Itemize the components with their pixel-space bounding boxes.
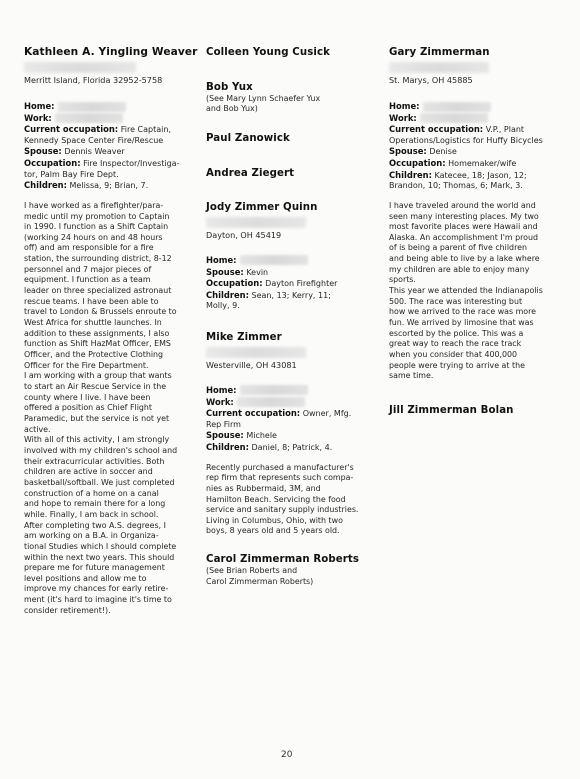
spouse-value: Michele bbox=[246, 431, 277, 441]
bio-line: sports. bbox=[389, 275, 416, 285]
current-occupation-value: V.P., Plant bbox=[485, 125, 525, 135]
cross-reference: (See Mary Lynn Schaefer Yux bbox=[206, 94, 321, 103]
bio-line: Paramedic, but the service is not yet bbox=[24, 413, 170, 423]
occupation-cont: tor, Palm Bay Fire Dept. bbox=[24, 169, 119, 179]
bio-line: and hope to remain there for a long bbox=[24, 499, 166, 509]
children-value: Katecee, 18; Jason, 12; bbox=[434, 170, 527, 180]
bio-line: children are active in soccer and bbox=[24, 467, 153, 477]
work-label: Work: bbox=[24, 112, 52, 123]
bio-line: station, the surrounding district, 8-12 bbox=[24, 254, 172, 264]
children-field bbox=[389, 170, 557, 182]
children-value: Daniel, 8; Patrick, 4. bbox=[251, 442, 333, 452]
occupation-label: Occupation: bbox=[389, 158, 446, 169]
bio-line: my children are able to enjoy many bbox=[389, 264, 530, 274]
current-occupation-label: Current occupation: bbox=[24, 124, 119, 135]
bio-line: and being able to live by a lake where bbox=[389, 254, 540, 264]
bio-line: how we arrived to the race was more bbox=[389, 307, 537, 317]
page-number: 20 bbox=[281, 750, 293, 760]
column-1 bbox=[24, 46, 202, 616]
current-occupation-field bbox=[24, 124, 202, 136]
bio-line: escorted by the police. This was a bbox=[389, 328, 524, 338]
redacted-home-phone bbox=[58, 102, 126, 112]
current-occupation-value: Fire Captain, bbox=[120, 125, 171, 135]
cross-reference: and Bob Yux) bbox=[206, 104, 258, 114]
children-field bbox=[206, 442, 372, 454]
bio-line: 500. The race was interesting but bbox=[389, 296, 523, 306]
spouse-label: Spouse: bbox=[24, 146, 62, 157]
bio-line: Recently purchased a manufacturer's bbox=[206, 462, 354, 472]
work-label: Work: bbox=[206, 396, 234, 407]
bio-line: Living in Columbus, Ohio, with two bbox=[206, 515, 343, 525]
current-occupation-cont: Operations/Logistics for Huffy Bicycles bbox=[389, 135, 543, 145]
bio-line: Officer for the Fire Department. bbox=[24, 360, 149, 370]
current-occupation-field bbox=[389, 124, 557, 136]
bio-line: ment (it's hard to imagine it's time to bbox=[24, 595, 172, 605]
bio-line: prepare me for future management bbox=[24, 563, 165, 573]
bio-line: while. Finally, I am back in school. bbox=[24, 509, 159, 519]
occupation-field bbox=[24, 158, 202, 170]
bio-line: addition to these assignments, I also bbox=[24, 328, 170, 338]
redacted-work-phone bbox=[420, 113, 488, 123]
bio-line: medic until my promotion to Captain bbox=[24, 211, 170, 221]
entry-name: Jody Zimmer Quinn bbox=[206, 201, 318, 213]
bio-line: rep firm that represents such compa- bbox=[206, 473, 354, 483]
bio-line: involved with my children's school and bbox=[24, 445, 178, 455]
bio-line: With all of this activity, I am strongly bbox=[24, 435, 170, 445]
bio-line: offered a position as Chief Flight bbox=[24, 403, 152, 413]
work-label: Work: bbox=[389, 112, 417, 123]
work-phone-field bbox=[24, 113, 202, 125]
bio-line: fun. We arrived by limosine that was bbox=[389, 318, 534, 328]
spouse-value: Kevin bbox=[246, 267, 269, 277]
entry-name: Bob Yux bbox=[206, 82, 253, 93]
entry-name: Kathleen A. Yingling Weaver bbox=[24, 46, 198, 58]
spouse-label: Spouse: bbox=[206, 430, 244, 441]
children-value: Melissa, 9; Brian, 7. bbox=[69, 181, 149, 191]
occupation-value: Homemaker/wife bbox=[448, 159, 517, 169]
bio-line: seen many interesting places. My two bbox=[389, 211, 539, 221]
current-occupation-cont: Rep Firm bbox=[206, 419, 241, 429]
bio-line: their extracurricular activities. Both bbox=[24, 456, 165, 466]
bio-line: construction of a home on a canal bbox=[24, 488, 159, 498]
bio-line: am working on a B.A. in Organiza- bbox=[24, 531, 159, 541]
cross-reference: (See Brian Roberts and bbox=[206, 566, 298, 576]
children-field bbox=[24, 180, 202, 192]
spouse-label: Spouse: bbox=[389, 146, 427, 157]
biography bbox=[206, 463, 372, 538]
occupation-value: Dayton Firefighter bbox=[265, 279, 338, 289]
redacted-street-address bbox=[24, 62, 136, 73]
redacted-home-phone bbox=[240, 255, 308, 265]
redacted-home-phone bbox=[423, 102, 491, 112]
bio-line: tional Studies which I should complete bbox=[24, 541, 177, 551]
entry-name: Colleen Young Cusick bbox=[206, 47, 330, 58]
home-label: Home: bbox=[206, 384, 237, 395]
column-3 bbox=[389, 46, 557, 417]
bio-line: county where I live. I have been bbox=[24, 392, 151, 402]
home-phone-field bbox=[206, 255, 372, 267]
bio-line: improve my chances for early retire- bbox=[24, 584, 169, 594]
bio-line: within the next two years. This should bbox=[24, 552, 175, 562]
bio-line: people were trying to arrive at the bbox=[389, 360, 525, 370]
redacted-work-phone bbox=[55, 113, 123, 123]
bio-line: This year we attended the Indianapolis bbox=[389, 286, 543, 296]
home-label: Home: bbox=[24, 101, 55, 112]
work-phone-field bbox=[206, 397, 372, 409]
home-phone-field bbox=[24, 101, 202, 113]
children-label: Children: bbox=[389, 169, 432, 180]
bio-line: I am working with a group that wants bbox=[24, 371, 172, 381]
redacted-home-phone bbox=[240, 385, 308, 395]
entry-address: Merritt Island, Florida 32952-5758 bbox=[24, 75, 163, 85]
home-label: Home: bbox=[206, 254, 237, 265]
spouse-field bbox=[206, 430, 372, 442]
occupation-label: Occupation: bbox=[206, 278, 263, 289]
bio-line: to start an Air Rescue Service in the bbox=[24, 382, 167, 391]
bio-line: Alaska. An accomplishment I'm proud bbox=[389, 232, 539, 242]
children-field bbox=[206, 290, 372, 302]
biography bbox=[389, 201, 557, 382]
children-cont: Molly, 9. bbox=[206, 301, 240, 311]
current-occupation-label: Current occupation: bbox=[389, 124, 484, 135]
redacted-street-address bbox=[389, 62, 489, 73]
bio-line: function as Shift HazMat Officer, EMS bbox=[24, 339, 171, 349]
home-phone-field bbox=[389, 101, 557, 113]
bio-line: active. bbox=[24, 424, 51, 434]
children-value: Sean, 13; Kerry, 11; bbox=[251, 290, 331, 300]
spouse-label: Spouse: bbox=[206, 266, 244, 277]
bio-line: West Africa for shuttle launches. In bbox=[24, 318, 162, 328]
entry-name: Carol Zimmerman Roberts bbox=[206, 554, 360, 566]
bio-line: personnel and 7 major pieces of bbox=[24, 264, 152, 274]
bio-line: in 1990. I function as a Shift Captain bbox=[24, 222, 169, 232]
current-occupation-field bbox=[206, 408, 372, 420]
bio-line: Officer, and the Protective Clothing bbox=[24, 350, 164, 360]
bio-line: nies as Rubbermaid, 3M, and bbox=[206, 483, 321, 493]
bio-line: travel to London & Brussels enroute to bbox=[24, 307, 177, 317]
cross-reference: Carol Zimmerman Roberts) bbox=[206, 576, 314, 586]
entry-address: Westerville, OH 43081 bbox=[206, 359, 297, 370]
entry-name: Andrea Ziegert bbox=[206, 167, 295, 179]
occupation-value: Fire Inspector/Investiga- bbox=[83, 159, 180, 169]
current-occupation-cont: Kennedy Space Center Fire/Rescue bbox=[24, 135, 164, 145]
bio-line: same time. bbox=[389, 371, 434, 381]
bio-line: great way to reach the race track bbox=[389, 339, 522, 349]
occupation-field bbox=[389, 158, 557, 170]
bio-line: off) and am responsible for a fire bbox=[24, 243, 154, 253]
bio-line: After completing two A.S. degrees, I bbox=[24, 520, 166, 530]
home-label: Home: bbox=[389, 101, 420, 112]
bio-line: Hamilton Beach. Servicing the food bbox=[206, 494, 346, 504]
bio-line: of is being a parent of five children bbox=[389, 243, 527, 253]
bio-line: I have worked as a firefighter/para- bbox=[24, 200, 164, 210]
entry-name: Jill Zimmerman Bolan bbox=[389, 405, 514, 416]
redacted-street-address bbox=[206, 217, 306, 228]
spouse-field bbox=[206, 267, 372, 279]
bio-line: most favorite places were Hawaii and bbox=[389, 222, 538, 232]
bio-line: I have traveled around the world and bbox=[389, 200, 536, 210]
spouse-value: Denise bbox=[429, 147, 457, 157]
bio-line: leader on three specialized astronaut bbox=[24, 286, 172, 296]
bio-line: service and sanitary supply industries. bbox=[206, 505, 359, 515]
column-2 bbox=[206, 46, 372, 587]
bio-line: rescue teams. I have been able to bbox=[24, 296, 159, 306]
children-cont: Brandon, 10; Thomas, 6; Mark, 3. bbox=[389, 181, 523, 191]
bio-line: equipment. I function as a team bbox=[24, 275, 151, 285]
biography bbox=[24, 201, 202, 617]
bio-line: consider retirement!). bbox=[24, 605, 111, 615]
redacted-work-phone bbox=[237, 397, 305, 407]
work-phone-field bbox=[389, 113, 557, 125]
bio-line: boys, 8 years old and 5 years old. bbox=[206, 526, 340, 536]
spouse-field bbox=[24, 146, 202, 158]
spouse-field bbox=[389, 146, 557, 158]
entry-address: St. Marys, OH 45885 bbox=[389, 75, 473, 85]
redacted-street-address bbox=[206, 347, 306, 358]
bio-line: basketball/softball. We just completed bbox=[24, 477, 175, 487]
children-label: Children: bbox=[206, 441, 249, 452]
bio-line: level positions and allow me to bbox=[24, 573, 147, 583]
entry-address: Dayton, OH 45419 bbox=[206, 229, 282, 240]
bio-line: (working 24 hours on and 48 hours bbox=[24, 232, 163, 242]
entry-name: Gary Zimmerman bbox=[389, 47, 490, 58]
entry-name: Mike Zimmer bbox=[206, 331, 282, 343]
children-label: Children: bbox=[24, 180, 67, 191]
current-occupation-label: Current occupation: bbox=[206, 408, 301, 419]
occupation-label: Occupation: bbox=[24, 158, 81, 169]
home-phone-field bbox=[206, 385, 372, 397]
current-occupation-value: Owner, Mfg. bbox=[302, 409, 352, 419]
entry-name: Paul Zanowick bbox=[206, 132, 290, 144]
occupation-field bbox=[206, 278, 372, 290]
bio-line: when you consider that 400,000 bbox=[389, 350, 518, 360]
spouse-value: Dennis Weaver bbox=[64, 147, 125, 157]
children-label: Children: bbox=[206, 289, 249, 300]
